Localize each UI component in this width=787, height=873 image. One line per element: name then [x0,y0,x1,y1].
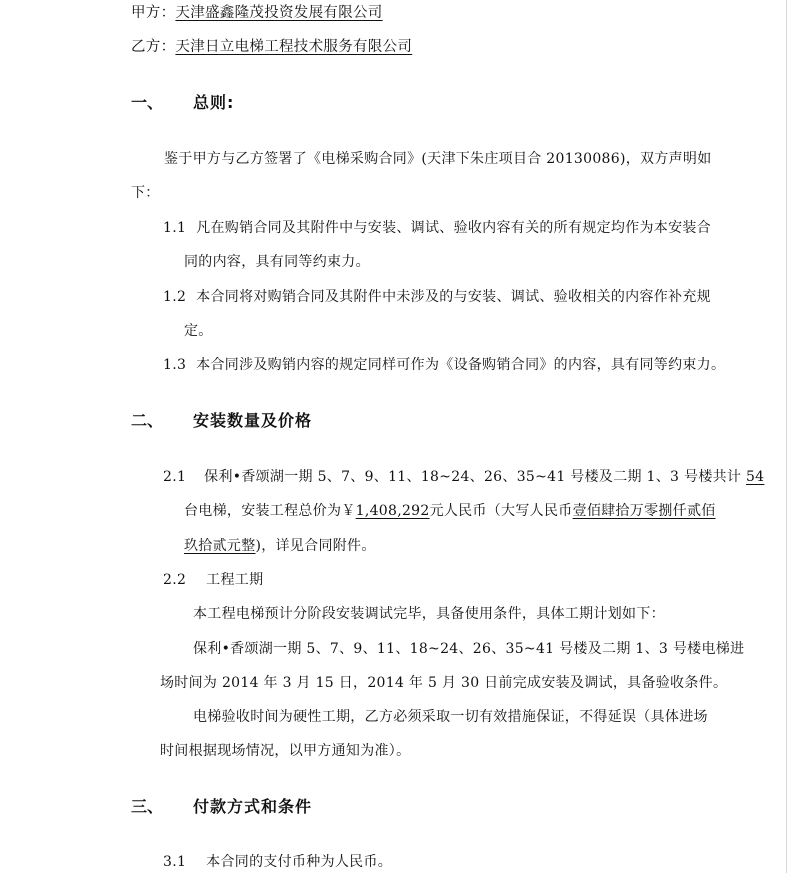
price-prefix: 台电梯，安装工程总价为￥ [184,503,356,519]
section-2-title: 安装数量及价格 [193,411,313,430]
clause-2-1-number: 2.1 [163,469,187,485]
section-1-intro-line-1: 鉴于甲方与乙方签署了《电梯采购合同》(天津下朱庄项目合 20130086)，双方声明如 [164,151,712,167]
party-a-line [131,3,383,23]
price-mid: 元人民币（大写人民币 [429,503,573,519]
section-1-number: 一、 [131,93,164,112]
clause-3-1-line [163,852,392,872]
section-3-title: 付款方式和条件 [193,797,313,816]
clause-3-1-text: 本合同的支付币种为人民币。 [206,854,393,870]
clause-1-2-text: 本合同将对购销合同及其附件中未涉及的与安装、调试、验收相关的内容作补充规 [196,289,711,305]
clause-1-2-line-1 [163,287,711,307]
clause-2-2-number: 2.2 [163,572,187,588]
schedule-para-2-line-2: 场时间为 2014 年 3 月 15 日，2014 年 5 月 30 日前完成安装及调试，具备验收条件。 [160,675,728,691]
section-1-title: 总则: [193,93,235,112]
clause-1-1-line-1 [163,218,711,238]
total-price: 1,408,292 [355,503,430,519]
clause-2-2-title: 工程工期 [206,572,264,588]
clause-2-1-line-3 [184,536,376,556]
party-a-name: 天津盛鑫隆茂投资发展有限公司 [175,5,383,21]
schedule-para-3-line-2: 时间根据现场情况，以甲方通知为准）。 [160,743,411,759]
clause-1-1-line-2: 同的内容，具有同等约束力。 [184,254,370,270]
clause-1-1-number: 1.1 [163,220,187,236]
clause-1-3-number: 1.3 [163,357,187,373]
clause-1-3-text: 本合同涉及购销内容的规定同样可作为《设备购销合同》的内容，具有同等约束力。 [196,357,726,373]
party-b-name: 天津日立电梯工程技术服务有限公司 [175,39,413,55]
clause-2-1-ending: )，详见合同附件。 [255,538,376,554]
clause-1-3-line-1 [163,355,725,375]
section-1-intro-line-2: 下： [131,185,160,201]
section-3-number: 三、 [131,797,164,816]
party-b-label: 乙方： [131,39,176,55]
clause-2-1-text: 保利•香颂湖一期 5、7、9、11、18~24、26、35~41 号楼及二期 1、3 号楼共计 [204,469,746,485]
clause-2-1-line-1 [163,467,764,487]
schedule-para-3-line-1: 电梯验收时间为硬性工期，乙方必须采取一切有效措施保证，不得延误（具体进场 [193,709,708,725]
clause-2-2-line [163,570,263,590]
clause-1-2-line-2: 定。 [184,323,213,339]
clause-2-1-line-2 [184,501,716,521]
elevator-count: 54 [745,469,765,485]
price-words-part-1: 壹佰肆拾万零捌仟贰佰 [572,503,716,519]
price-words-part-2: 玖拾贰元整 [184,538,256,554]
schedule-para-1: 本工程电梯预计分阶段安装调试完毕，具备使用条件，具体工期计划如下： [193,606,665,622]
clause-1-1-text: 凡在购销合同及其附件中与安装、调试、验收内容有关的所有规定均作为本安装合 [196,220,711,236]
clause-3-1-number: 3.1 [163,854,187,870]
party-a-label: 甲方： [131,5,176,21]
clause-1-2-number: 1.2 [163,289,187,305]
section-2-number: 二、 [131,411,164,430]
party-b-line [131,37,412,57]
schedule-para-2-line-1: 保利•香颂湖一期 5、7、9、11、18~24、26、35~41 号楼及二期 1、3 号楼电梯进 [193,641,745,657]
